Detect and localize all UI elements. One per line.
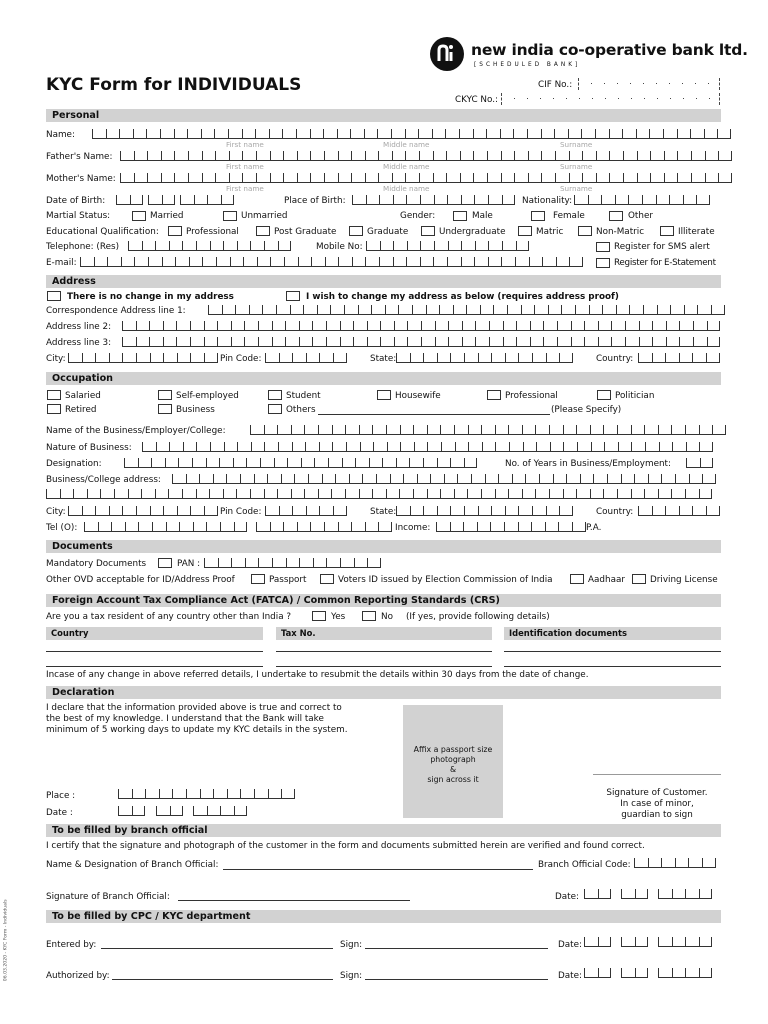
col-tax-no: Tax No. xyxy=(276,627,492,640)
name-last-hint: Surname xyxy=(560,140,593,149)
passport-label: Passport xyxy=(269,575,307,585)
tel-office-boxes-2[interactable] xyxy=(256,522,392,532)
authorized-date-day[interactable] xyxy=(584,968,611,978)
business-checkbox[interactable] xyxy=(158,404,172,414)
biz-address-boxes-2[interactable] xyxy=(46,489,712,499)
mobile-boxes[interactable] xyxy=(366,241,529,251)
others-checkbox[interactable] xyxy=(268,404,282,414)
entered-sign-label: Sign: xyxy=(340,940,363,950)
dob-year-boxes[interactable] xyxy=(180,195,234,205)
employer-boxes[interactable] xyxy=(250,425,726,435)
edu-matric-label: Matric xyxy=(536,227,564,237)
name-middle-hint: Middle name xyxy=(383,140,430,149)
male-checkbox[interactable] xyxy=(453,211,467,221)
photo-line3: & xyxy=(449,765,457,774)
cif-boxes[interactable] xyxy=(578,78,720,90)
employer-label: Name of the Business/Employer/College: xyxy=(46,426,226,436)
address-line1-boxes[interactable] xyxy=(208,305,725,315)
nationality-boxes[interactable] xyxy=(574,195,710,205)
occ-country-boxes[interactable] xyxy=(638,506,720,516)
branch-date-year[interactable] xyxy=(658,889,712,899)
section-cpc: To be filled by CPC / KYC department xyxy=(46,910,721,923)
edu-postgrad-label: Post Graduate xyxy=(274,227,337,237)
entered-sign-line[interactable] xyxy=(365,948,548,949)
edu-illiterate-checkbox[interactable] xyxy=(660,226,674,236)
mother-boxes[interactable] xyxy=(120,173,732,183)
female-checkbox[interactable] xyxy=(531,211,545,221)
address-line2-boxes[interactable] xyxy=(122,321,720,331)
branch-date-month[interactable] xyxy=(621,889,648,899)
decl-date-day[interactable] xyxy=(118,806,145,816)
other-gender-checkbox[interactable] xyxy=(609,211,623,221)
declaration-line1: I declare that the information provided above is true and correct to xyxy=(46,703,342,713)
section-occupation: Occupation xyxy=(46,372,721,385)
unmarried-label: Unmarried xyxy=(241,211,288,221)
authorized-by-line[interactable] xyxy=(112,979,333,980)
driving-license-label: Driving License xyxy=(650,575,718,585)
telephone-label: Telephone: (Res) xyxy=(46,242,120,252)
designation-boxes[interactable] xyxy=(124,458,477,468)
entered-date-label: Date: xyxy=(558,940,582,950)
branch-name-line[interactable] xyxy=(223,869,533,870)
occ-state-boxes[interactable] xyxy=(396,506,573,516)
estatement-label: Register for E-Statement xyxy=(614,258,716,268)
email-boxes[interactable] xyxy=(80,257,583,267)
edu-graduate-checkbox[interactable] xyxy=(349,226,363,236)
pan-label: PAN : xyxy=(177,559,201,569)
name-first-hint: First name xyxy=(226,140,264,149)
biz-address-label: Business/College address: xyxy=(46,475,161,485)
ckyc-label: CKYC No.: xyxy=(455,95,498,105)
authorized-date-month[interactable] xyxy=(621,968,648,978)
fatca-yes-label: Yes xyxy=(331,612,346,622)
father-middle-hint: Middle name xyxy=(383,162,430,171)
fatca-row1-tax[interactable] xyxy=(276,651,492,652)
mother-label: Mother's Name: xyxy=(46,174,116,184)
housewife-label: Housewife xyxy=(395,391,441,401)
income-boxes[interactable] xyxy=(436,522,586,532)
other-gender-label: Other xyxy=(628,211,653,221)
entered-by-label: Entered by: xyxy=(46,940,97,950)
income-label: Income: xyxy=(395,523,431,533)
col-country: Country xyxy=(46,627,263,640)
fatca-yes-checkbox[interactable] xyxy=(312,611,326,621)
pa-label: P.A. xyxy=(586,523,602,533)
photo-line1: Affix a passport size xyxy=(413,745,493,754)
dob-month-boxes[interactable] xyxy=(148,195,175,205)
section-address: Address xyxy=(46,275,721,288)
unmarried-checkbox[interactable] xyxy=(223,211,237,221)
decl-date-label: Date : xyxy=(46,808,73,818)
father-last-hint: Surname xyxy=(560,162,593,171)
address-state-label: State: xyxy=(370,354,397,364)
customer-signature-line[interactable] xyxy=(593,774,721,775)
branch-date-day[interactable] xyxy=(584,889,611,899)
mandatory-docs-label: Mandatory Documents xyxy=(46,559,147,569)
occ-state-label: State: xyxy=(370,507,397,517)
customer-signature-line1: Signature of Customer. xyxy=(606,788,708,798)
col-id-docs: Identification documents xyxy=(504,627,721,640)
section-fatca: Foreign Account Tax Compliance Act (FATCA) / Common Reporting Standards (CRS) xyxy=(46,594,721,607)
occ-professional-checkbox[interactable] xyxy=(487,390,501,400)
pan-checkbox[interactable] xyxy=(158,558,172,568)
entered-date-month[interactable] xyxy=(621,937,648,947)
entered-by-line[interactable] xyxy=(101,948,333,949)
mother-middle-hint: Middle name xyxy=(383,184,430,193)
no-change-checkbox[interactable] xyxy=(47,291,61,301)
address-pin-label: Pin Code: xyxy=(220,354,262,364)
place-boxes[interactable] xyxy=(118,789,295,799)
fatca-row2-tax[interactable] xyxy=(276,666,492,667)
address-line3-boxes[interactable] xyxy=(122,337,720,347)
edu-graduate-label: Graduate xyxy=(367,227,409,237)
years-boxes[interactable] xyxy=(686,458,713,468)
education-label: Educational Qualification: xyxy=(46,227,159,237)
occ-country-label: Country: xyxy=(596,507,634,517)
fatca-no-checkbox[interactable] xyxy=(362,611,376,621)
self-employed-checkbox[interactable] xyxy=(158,390,172,400)
nature-boxes[interactable] xyxy=(142,442,713,452)
section-branch: To be filled by branch official xyxy=(46,824,721,837)
address-state-boxes[interactable] xyxy=(396,353,573,363)
fatca-note: (If yes, provide following details) xyxy=(406,612,550,622)
bank-name: new india co-operative bank ltd. xyxy=(471,41,748,59)
politician-label: Politician xyxy=(615,391,655,401)
authorized-by-label: Authorized by: xyxy=(46,971,110,981)
section-personal: Personal xyxy=(46,109,721,122)
marital-label: Martial Status: xyxy=(46,211,111,221)
branch-code-label: Branch Official Code: xyxy=(538,860,631,870)
mother-last-hint: Surname xyxy=(560,184,593,193)
gender-label: Gender: xyxy=(400,211,436,221)
married-checkbox[interactable] xyxy=(132,211,146,221)
others-specify-line[interactable] xyxy=(318,414,550,415)
authorized-sign-label: Sign: xyxy=(340,971,363,981)
others-label: Others xyxy=(286,405,316,415)
address-line2-label: Address line 2: xyxy=(46,322,112,332)
fatca-row1-country[interactable] xyxy=(46,651,263,652)
retired-label: Retired xyxy=(65,405,97,415)
fatca-row2-id[interactable] xyxy=(504,666,721,667)
branch-code-boxes[interactable] xyxy=(634,858,716,868)
dob-day-boxes[interactable] xyxy=(116,195,143,205)
mobile-label: Mobile No: xyxy=(316,242,363,252)
no-change-label: There is no change in my address xyxy=(67,292,234,302)
self-employed-label: Self-employed xyxy=(176,391,239,401)
customer-signature-line2: In case of minor, xyxy=(620,799,694,809)
edu-undergrad-label: Undergraduate xyxy=(439,227,506,237)
fatca-row1-id[interactable] xyxy=(504,651,721,652)
place-label: Place : xyxy=(46,791,76,801)
address-city-boxes[interactable] xyxy=(68,353,218,363)
designation-label: Designation: xyxy=(46,459,102,469)
retired-checkbox[interactable] xyxy=(47,404,61,414)
others-specify-hint: (Please Specify) xyxy=(551,405,622,415)
entered-date-day[interactable] xyxy=(584,937,611,947)
branch-certify: I certify that the signature and photograph of the customer in the form and documents submitted herein are verified and found correct. xyxy=(46,841,645,851)
salaried-label: Salaried xyxy=(65,391,101,401)
ovd-label: Other OVD acceptable for ID/Address Proof xyxy=(46,575,235,585)
biz-address-boxes-1[interactable] xyxy=(172,474,716,484)
sms-alert-checkbox[interactable] xyxy=(596,242,610,252)
father-boxes[interactable] xyxy=(120,151,732,161)
politician-checkbox[interactable] xyxy=(597,390,611,400)
address-line3-label: Address line 3: xyxy=(46,338,112,348)
decl-date-month[interactable] xyxy=(156,806,183,816)
address-line1-label: Correspondence Address line 1: xyxy=(46,306,186,316)
pan-boxes[interactable] xyxy=(204,558,381,568)
passport-checkbox[interactable] xyxy=(251,574,265,584)
section-declaration: Declaration xyxy=(46,686,721,699)
edu-matric-checkbox[interactable] xyxy=(518,226,532,236)
edu-professional-checkbox[interactable] xyxy=(168,226,182,236)
branch-name-label: Name & Designation of Branch Official: xyxy=(46,860,219,870)
authorized-date-year[interactable] xyxy=(658,968,712,978)
decl-date-year[interactable] xyxy=(193,806,247,816)
fatca-row2-country[interactable] xyxy=(46,666,263,667)
edu-postgrad-checkbox[interactable] xyxy=(256,226,270,236)
form-title: KYC Form for INDIVIDUALS xyxy=(46,75,302,95)
address-country-boxes[interactable] xyxy=(638,353,720,363)
business-label: Business xyxy=(176,405,215,415)
tel-office-boxes[interactable] xyxy=(84,522,247,532)
email-label: E-mail: xyxy=(46,258,77,268)
address-pin-boxes[interactable] xyxy=(265,353,347,363)
name-label: Name: xyxy=(46,130,75,140)
years-label: No. of Years in Business/Employment: xyxy=(505,459,671,469)
student-checkbox[interactable] xyxy=(268,390,282,400)
fatca-no-label: No xyxy=(381,612,393,622)
occ-pin-boxes[interactable] xyxy=(265,506,347,516)
edu-undergrad-checkbox[interactable] xyxy=(421,226,435,236)
authorized-date-label: Date: xyxy=(558,971,582,981)
occ-city-boxes[interactable] xyxy=(68,506,218,516)
married-label: Married xyxy=(150,211,184,221)
bank-logo-icon xyxy=(430,37,464,71)
sms-alert-label: Register for SMS alert xyxy=(614,242,710,252)
mother-first-hint: First name xyxy=(226,184,264,193)
telephone-boxes[interactable] xyxy=(128,241,291,251)
pob-boxes[interactable] xyxy=(352,195,515,205)
address-country-label: Country: xyxy=(596,354,634,364)
bank-subtitle: [SCHEDULED BANK] xyxy=(474,62,581,68)
cif-label: CIF No.: xyxy=(538,80,573,90)
section-documents: Documents xyxy=(46,540,721,553)
edu-professional-label: Professional xyxy=(186,227,239,237)
student-label: Student xyxy=(286,391,321,401)
nature-label: Nature of Business: xyxy=(46,443,132,453)
occ-pin-label: Pin Code: xyxy=(220,507,262,517)
declaration-line2: the best of my knowledge. I understand that the Bank will take xyxy=(46,714,324,724)
ckyc-boxes[interactable] xyxy=(501,93,720,105)
fatca-undertaking: Incase of any change in above referred details, I undertake to resubmit the details within 30 days from the date of change. xyxy=(46,670,589,680)
change-address-label: I wish to change my address as below (requires address proof) xyxy=(306,292,619,302)
female-label: Female xyxy=(553,211,585,221)
dob-label: Date of Birth: xyxy=(46,196,106,206)
tel-office-label: Tel (O): xyxy=(46,523,78,533)
housewife-checkbox[interactable] xyxy=(377,390,391,400)
nationality-label: Nationality: xyxy=(522,196,573,206)
entered-date-year[interactable] xyxy=(658,937,712,947)
photo-line4: sign across it xyxy=(427,775,479,784)
fatca-question: Are you a tax resident of any country other than India ? xyxy=(46,612,292,622)
aadhaar-label: Aadhaar xyxy=(588,575,625,585)
father-label: Father's Name: xyxy=(46,152,113,162)
margin-note: 06.03.2020 - KYC Form - Individuals xyxy=(3,899,9,982)
voter-id-checkbox[interactable] xyxy=(320,574,334,584)
male-label: Male xyxy=(472,211,493,221)
authorized-sign-line[interactable] xyxy=(365,979,548,980)
declaration-line3: minimum of 5 working days to update my KYC details in the system. xyxy=(46,725,348,735)
edu-nonmatric-label: Non-Matric xyxy=(596,227,645,237)
name-boxes[interactable] xyxy=(92,129,731,139)
estatement-checkbox[interactable] xyxy=(596,258,610,268)
driving-license-checkbox[interactable] xyxy=(632,574,646,584)
branch-date-label: Date: xyxy=(555,892,579,902)
father-first-hint: First name xyxy=(226,162,264,171)
customer-signature-line3: guardian to sign xyxy=(621,810,693,820)
occ-professional-label: Professional xyxy=(505,391,558,401)
photo-line2: photograph xyxy=(430,755,476,764)
occ-city-label: City: xyxy=(46,507,66,517)
voter-id-label: Voters ID issued by Election Commission of India xyxy=(338,575,553,585)
branch-signature-line[interactable] xyxy=(178,900,410,901)
change-address-checkbox[interactable] xyxy=(286,291,300,301)
address-city-label: City: xyxy=(46,354,66,364)
pob-label: Place of Birth: xyxy=(284,196,346,206)
branch-signature-label: Signature of Branch Official: xyxy=(46,892,170,902)
edu-nonmatric-checkbox[interactable] xyxy=(578,226,592,236)
edu-illiterate-label: Illiterate xyxy=(678,227,715,237)
aadhaar-checkbox[interactable] xyxy=(570,574,584,584)
salaried-checkbox[interactable] xyxy=(47,390,61,400)
